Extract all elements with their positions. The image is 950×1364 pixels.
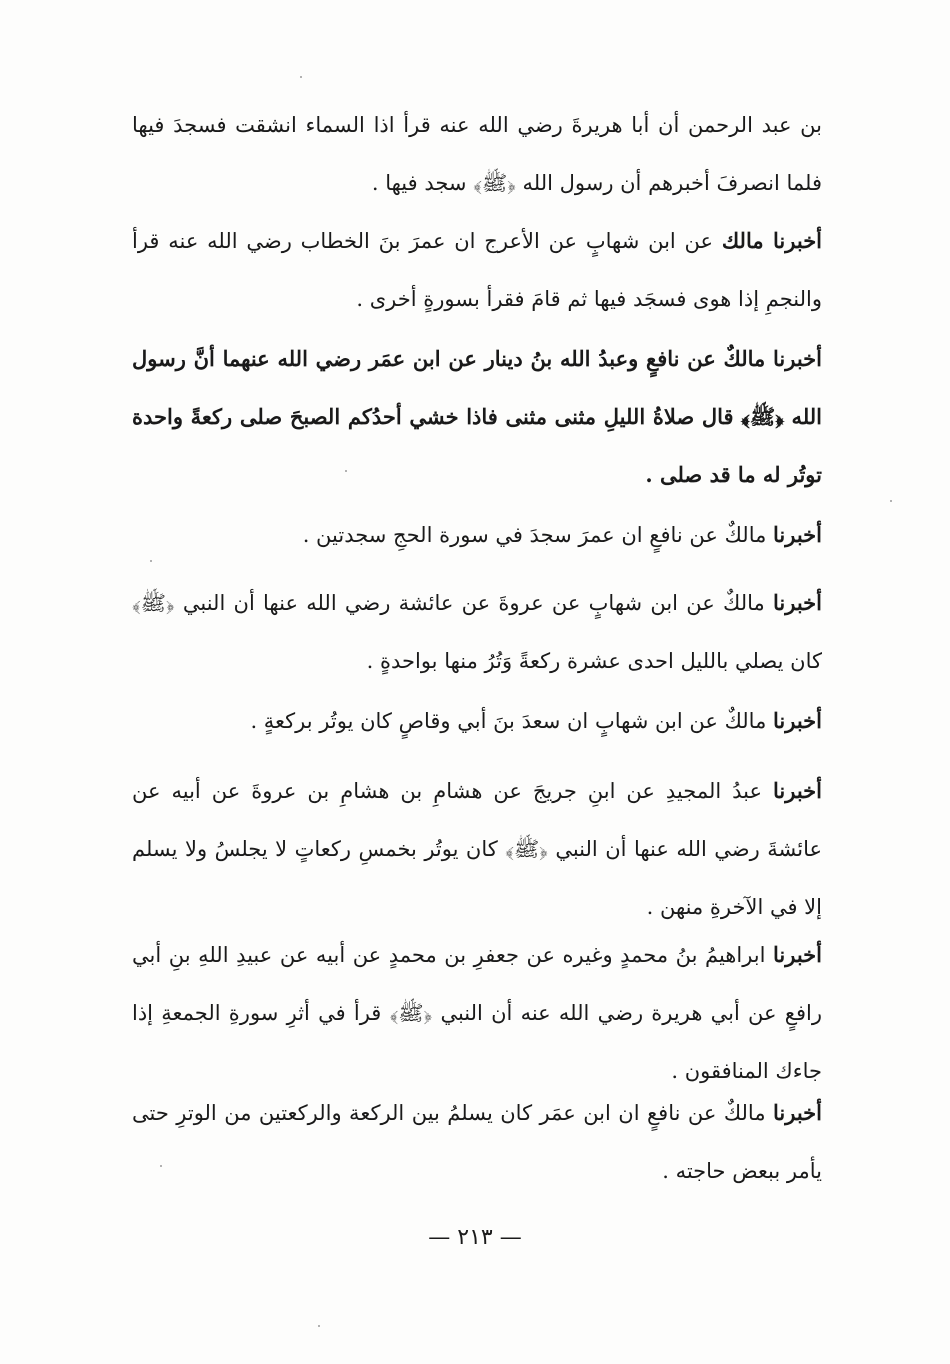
paragraph-lead: أخبرنا xyxy=(773,778,822,803)
paragraph-2 xyxy=(132,212,822,328)
paragraph-body: مالكٌ عن نافعٍ ان ابن عمَر كان يسلمُ بين الركعة والركعتين من الوترِ حتى يأمر ببعض حاجته . xyxy=(132,1101,822,1183)
paragraph-lead: أخبرنا xyxy=(773,522,822,547)
scan-speck xyxy=(150,560,152,562)
paragraph-8 xyxy=(132,926,822,1100)
main-text xyxy=(132,506,822,564)
paragraph-lead: أخبرنا xyxy=(773,942,822,967)
paragraph-lead: أخبرنا xyxy=(773,590,822,615)
main-text xyxy=(132,212,822,328)
paragraph-body: بن عبد الرحمن أن أبا هريرةَ رضي الله عنه قرأ اذا السماء انشقت فسجدَ فيها فلما انصرفَ أخبرهم أن رسول الله ﴿ﷺ﴾ سجد فيها . xyxy=(132,113,822,195)
paragraph-3 xyxy=(132,330,822,504)
scan-speck xyxy=(160,1165,162,1167)
paragraph-body: مالكٌ عن ابن شهابٍ ان سعدَ بنَ أبي وقاصٍ كان يوتُر بركعةٍ . xyxy=(250,709,774,733)
scan-speck xyxy=(345,470,347,472)
main-text xyxy=(132,574,822,690)
scan-speck xyxy=(300,76,302,78)
scan-speck xyxy=(318,1325,320,1327)
paragraph-lead: أخبرنا مالك xyxy=(721,228,823,253)
main-text xyxy=(132,926,822,1100)
paragraph-lead: أخبرنا xyxy=(773,708,822,733)
paragraph-6 xyxy=(132,692,822,750)
paragraph-4 xyxy=(132,506,822,564)
paragraph-9 xyxy=(132,1084,822,1200)
paragraph-body: مالكٌ عن ابن شهابٍ عن عروةَ عن عائشة رضي الله عنها أن النبي ﴿ﷺ﴾ كان يصلي بالليل احدى عشرة ركعةً وَتُرُ منها بواحدةٍ . xyxy=(132,591,822,673)
paragraph-1 xyxy=(132,96,822,212)
main-text xyxy=(132,96,822,212)
main-text xyxy=(132,692,822,750)
paragraph-5 xyxy=(132,574,822,690)
page-number: — ٢١٣ — xyxy=(428,1225,522,1250)
main-text xyxy=(132,1084,822,1200)
paragraph-body: عن ابن شهابٍ عن الأعرج ان عمرَ بنَ الخطاب رضي الله عنه قرأ والنجمِ إذا هوى فسجَد فيها ثم قامَ فقرأ بسورةٍ أخرى . xyxy=(132,229,822,311)
paragraph-lead: أخبرنا xyxy=(773,1100,822,1125)
scan-speck xyxy=(890,500,892,502)
paragraph-lead: أخبرنا مالكٌ عن نافعٍ وعبدُ الله بنُ دينار عن ابن عمَر رضي الله عنهما أنَّ رسول الله ﴿ﷺ﴾ قال صلاةُ الليلِ مثنى مثنى فاذا خشي أحدُكم الصبحَ صلى ركعةً واحدة توتُر له ما قد صلى . xyxy=(132,346,822,487)
main-text xyxy=(132,762,822,936)
paragraph-body: مالكٌ عن نافعٍ ان عمرَ سجدَ في سورة الحجِ سجدتين . xyxy=(302,523,774,547)
paragraph-7 xyxy=(132,762,822,936)
paragraph-body: عبدُ المجيدِ عن ابنِ جريجَ عن هشامِ بن هشامِ بن عروةَ عن أبيه عن عائشةَ رضي الله عنها أن النبي ﴿ﷺ﴾ كان يوتُر بخمسِ ركعاتٍ لا يجلسُ ولا يسلم إلا في الآخرةِ منهن . xyxy=(132,779,822,919)
paragraph-body: ابراهيمُ بنُ محمدٍ وغيره عن جعفرِ بن محمدٍ عن أبيه عن عبيدِ اللهِ بنِ أبي رافعٍ عن أبي هريرة رضي الله عنه أن النبي ﴿ﷺ﴾ قرأ في أثرِ سورةِ الجمعةِ إذا جاءك المنافقون . xyxy=(132,943,822,1083)
main-text xyxy=(132,330,822,504)
